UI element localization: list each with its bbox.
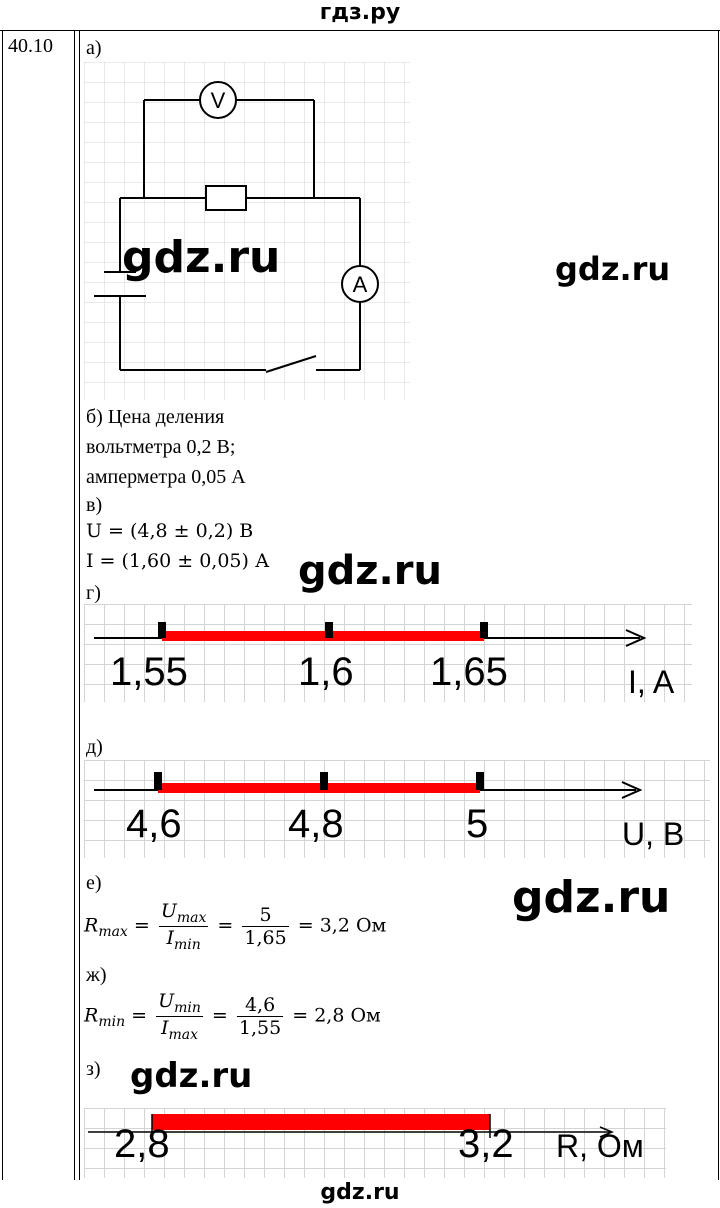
part-b-line: вольтметра 0,2 В; <box>86 436 236 458</box>
watermark: gdz.ru <box>122 232 281 283</box>
table-left-border <box>2 30 3 1180</box>
part-b-line: б) Цена деления <box>86 406 225 428</box>
tick-mark <box>320 772 328 790</box>
formula-r-min: $R_{min}$ = $\frac{U_{min}}{I_{max}}$ = $\frac{4,6}{1,55}$ = 2,8 Ом <box>84 990 381 1043</box>
page-header: гдз.ру <box>319 0 401 25</box>
formula-symbol: I <box>166 926 174 949</box>
part-zh-label: ж) <box>86 964 107 986</box>
tick-mark <box>476 772 484 790</box>
tick-label: 1,55 <box>110 650 188 694</box>
table-column-divider <box>74 30 75 1180</box>
fraction-numerator: 4,6 <box>237 994 283 1017</box>
formula-r-max: $R_{max}$ = $\frac{U_{max}}{I_{min}}$ = $\frac{5}{1,65}$ = 3,2 Ом <box>84 900 387 953</box>
measurement-U: U = (4,8 ± 0,2) В <box>86 520 254 542</box>
resistor-icon <box>206 186 246 210</box>
table-column-divider <box>79 30 80 1180</box>
voltmeter-symbol: V <box>210 88 226 113</box>
part-a-label: а) <box>86 37 102 59</box>
tick-label: 1,65 <box>430 650 508 694</box>
part-e-label: е) <box>86 872 102 894</box>
formula-subscript: max <box>168 1026 199 1043</box>
formula-result: = 2,8 Ом <box>292 1004 381 1027</box>
fraction-denominator: 1,65 <box>244 926 287 949</box>
tick-label: 4,8 <box>288 802 344 846</box>
part-d-label: д) <box>86 736 103 758</box>
formula-symbol: I <box>160 1016 169 1039</box>
formula-subscript: min <box>98 1014 126 1031</box>
watermark: gdz.ru <box>298 548 442 594</box>
circuit-diagram <box>84 62 410 400</box>
part-v-label: в) <box>86 494 103 516</box>
interval-segment <box>158 783 480 793</box>
formula-symbol: R <box>84 1004 99 1027</box>
fraction <box>242 904 288 949</box>
watermark: gdz.ru <box>130 1056 253 1096</box>
tick-mark <box>154 772 162 790</box>
formula-symbol: U <box>158 990 175 1012</box>
formula-subscript: max <box>176 909 207 926</box>
part-z-label: з) <box>86 1058 101 1080</box>
fraction <box>156 990 203 1043</box>
part-b-line: амперметра 0,05 А <box>86 466 246 488</box>
interval-segment <box>152 1114 490 1130</box>
fraction-denominator: 1,55 <box>238 1016 282 1039</box>
measurement-I: I = (1,60 ± 0,05) А <box>86 550 270 572</box>
problem-number: 40.10 <box>8 35 53 57</box>
formula-result: = 3,2 Ом <box>297 914 387 937</box>
fraction <box>237 994 283 1039</box>
page-footer: gdz.ru <box>320 1180 400 1205</box>
formula-subscript: min <box>173 936 201 953</box>
axis-unit-label: I, A <box>628 664 675 700</box>
fraction <box>159 900 209 953</box>
formula-subscript: min <box>174 999 201 1016</box>
tick-mark <box>325 622 333 638</box>
ammeter-symbol: A <box>352 272 368 297</box>
formula-subscript: max <box>98 924 128 941</box>
tick-label: 4,6 <box>126 802 182 846</box>
tick-label: 1,6 <box>298 650 354 694</box>
formula-symbol: R <box>84 914 99 937</box>
axis-unit-label: R, Ом <box>556 1128 644 1164</box>
tick-label: 3,2 <box>458 1122 514 1166</box>
tick-mark <box>158 622 166 638</box>
table-top-border <box>0 30 720 31</box>
watermark: gdz.ru <box>555 250 671 288</box>
interval-segment <box>162 631 484 641</box>
formula-symbol: U <box>160 900 177 922</box>
tick-label: 2,8 <box>114 1122 170 1166</box>
axis-unit-label: U, B <box>622 816 685 852</box>
tick-mark <box>480 622 488 638</box>
tick-label: 5 <box>466 802 489 846</box>
table-right-border <box>718 30 719 1180</box>
watermark: gdz.ru <box>512 872 671 923</box>
fraction-numerator: 5 <box>242 904 288 927</box>
part-g-label: г) <box>86 582 101 604</box>
